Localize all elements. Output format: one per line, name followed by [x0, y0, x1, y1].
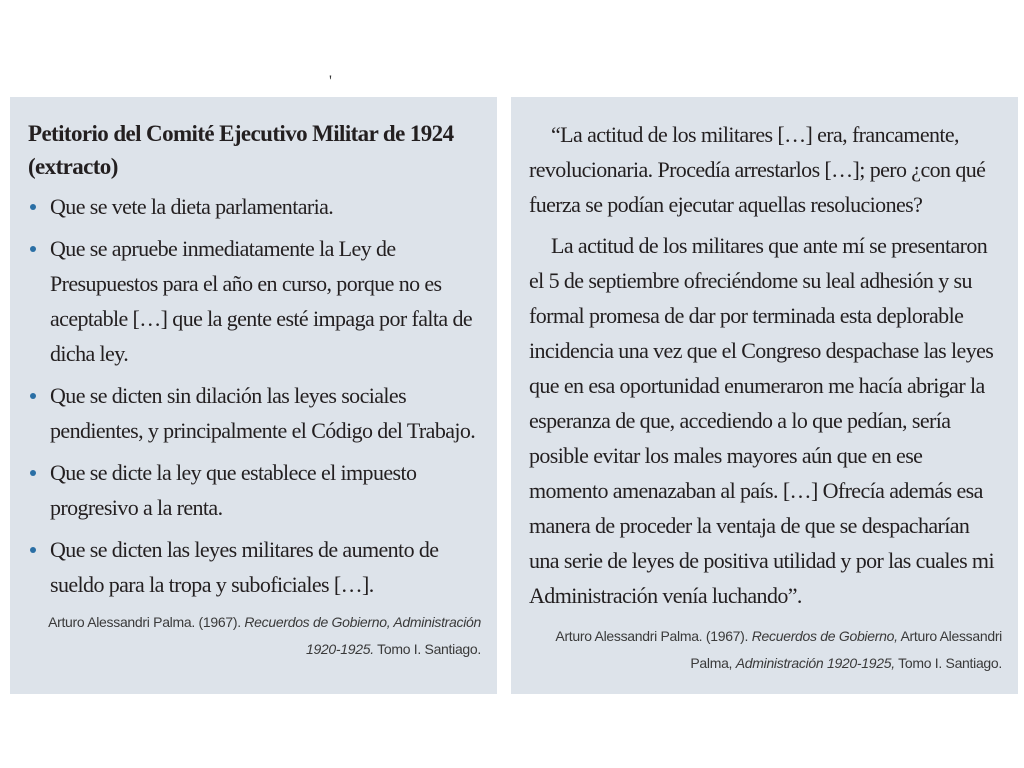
military-petition-panel [10, 97, 497, 694]
petition-item [28, 532, 481, 602]
bullet-icon [30, 246, 36, 252]
petition-list [28, 189, 481, 602]
petition-item [28, 378, 481, 448]
citation-author: Arturo Alessandri Palma. (1967). [555, 628, 749, 644]
petition-item [28, 455, 481, 525]
bullet-icon [30, 204, 36, 210]
petition-item-text: Que se dicte la ley que establece el impuesto progresivo a la renta. [50, 460, 417, 520]
citation-middle: Arturo Alessandri Palma, [690, 628, 1002, 671]
alessandri-quote-panel [511, 97, 1018, 694]
petition-item-text: Que se vete la dieta parlamentaria. [50, 194, 334, 219]
bullet-icon [30, 470, 36, 476]
citation-tail: Tomo I. Santiago. [377, 641, 481, 657]
citation-author: Arturo Alessandri Palma. (1967). [48, 614, 241, 630]
petition-item [28, 189, 481, 224]
citation-work: Administración 1920-1925, [735, 655, 895, 671]
quote-citation [529, 623, 1002, 677]
quote-paragraph: “La actitud de los militares […] era, francamente, revolucionaria. Procedía arrestarlos […]; pero ¿con qué fuerza se podían ejecutar aquellas resoluciones? [529, 122, 986, 217]
citation-work: Recuerdos de Gobierno, Administración 1920-1925. [244, 614, 481, 657]
petition-item-text: Que se apruebe inmediatamente la Ley de Presupuestos para el año en curso, porque no es aceptable […] que la gente esté impaga por falta de dicha ley. [50, 236, 473, 366]
citation-work: Recuerdos de Gobierno, [751, 628, 898, 644]
petition-item-text: Que se dicten las leyes militares de aumento de sueldo para la tropa y suboficiales […]. [50, 537, 439, 597]
stray-mark: ' [329, 73, 332, 90]
bullet-icon [30, 393, 36, 399]
quote-paragraph: La actitud de los militares que ante mí se presentaron el 5 de septiembre ofreciéndome su leal adhesión y su formal promesa de dar por terminada esta deplorable incidencia una vez que el Congreso despachase las leyes que en esa oportunidad enumeraron me hacía abrigar la esperanza de que, accediendo a lo que pedían, sería posible evitar los males mayores aún que en ese momento amenazaban al país. […] Ofrecía además esa manera de proceder la ventaja de que se despacharían una serie de leyes de positiva utilidad y por las cuales mi Administración venía luchando”. [529, 233, 994, 608]
citation-tail: Tomo I. Santiago. [898, 655, 1002, 671]
petition-title: Petitorio del Comité Ejecutivo Militar de 1924 (extracto) [28, 121, 454, 179]
petition-item [28, 231, 481, 371]
bullet-icon [30, 547, 36, 553]
petition-item-text: Que se dicten sin dilación las leyes sociales pendientes, y principalmente el Código del Trabajo. [50, 383, 476, 443]
petition-citation [28, 609, 481, 663]
